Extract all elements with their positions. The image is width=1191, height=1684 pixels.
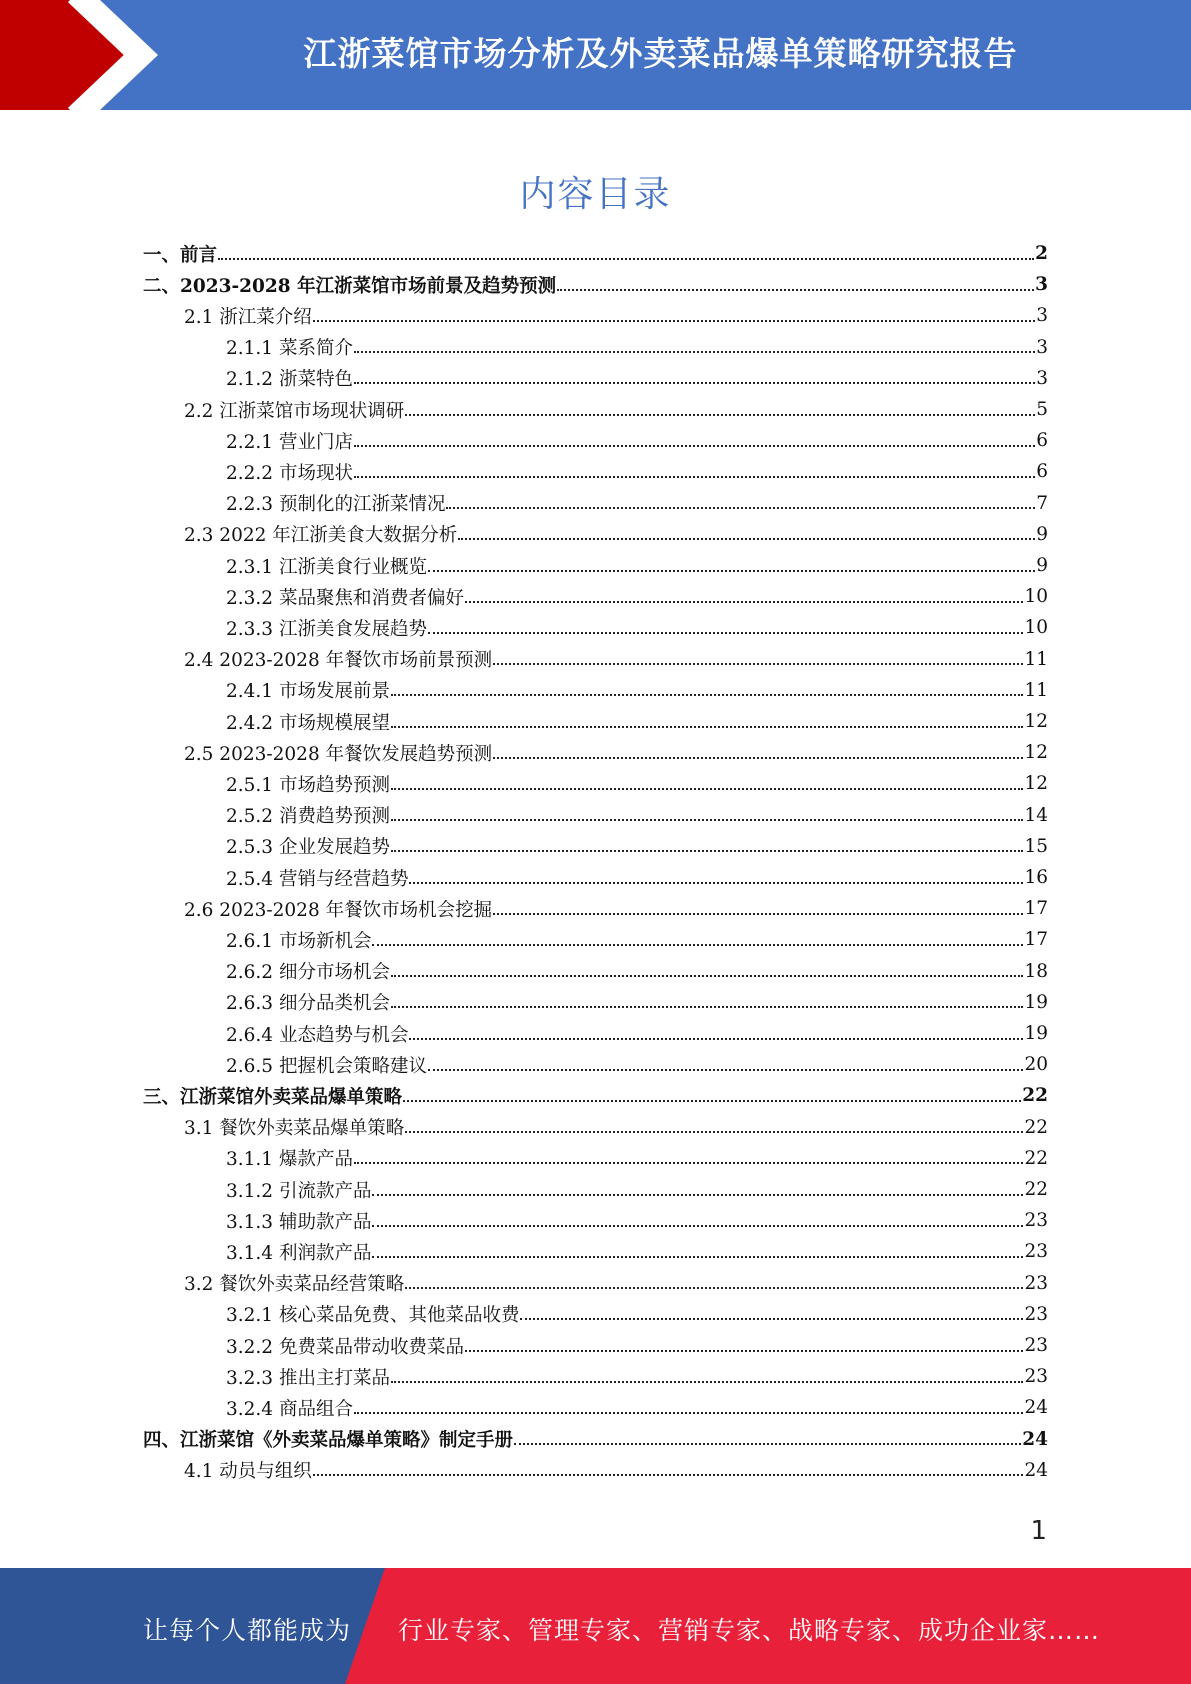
toc-leader-dots [493,913,1023,915]
toc-entry-label: 2.5.3 企业发展趋势 [226,837,390,859]
toc-leader-dots [354,445,1035,447]
toc-entry[interactable] [226,675,1048,706]
toc-entry-label: 2.1.1 菜系简介 [226,338,353,360]
toc-leader-dots [391,819,1023,821]
toc-entry-page: 24 [1024,1397,1048,1419]
toc-entry-page: 14 [1024,804,1048,826]
toc-entry[interactable] [226,1330,1048,1361]
toc-entry-label: 2.4 2023-2028 年餐饮市场前景预测 [184,650,493,672]
toc-entry-label: 2.6.2 细分市场机会 [226,962,390,984]
toc-entry[interactable] [226,706,1048,737]
toc-entry[interactable] [184,300,1048,331]
toc-entry-label: 2.2.2 市场现状 [226,462,353,484]
toc-entry-label: 3.1 餐饮外卖菜品爆单策略 [184,1118,405,1140]
toc-leader-dots [354,382,1035,384]
toc-leader-dots [391,1381,1023,1383]
toc-entry-label: 3.1.4 利润款产品 [226,1242,372,1264]
toc-leader-dots [409,1038,1023,1040]
toc-entry-page: 22 [1024,1116,1048,1138]
toc-entry-label: 2.1.2 浙菜特色 [226,369,353,391]
toc-entry-page: 3 [1036,336,1048,358]
toc-leader-dots [403,1100,1021,1102]
toc-entry-page: 10 [1024,586,1048,608]
toc-entry[interactable] [226,831,1048,862]
toc-leader-dots [465,601,1023,603]
toc-entry[interactable] [226,862,1048,893]
toc-entry-page: 12 [1024,773,1048,795]
toc-entry-label: 2.5 2023-2028 年餐饮发展趋势预测 [184,743,493,765]
toc-entry-page: 10 [1024,617,1048,639]
toc-leader-dots [372,1225,1023,1227]
toc-leader-dots [428,1069,1023,1071]
toc-leader-dots [405,1131,1023,1133]
toc-entry[interactable] [226,425,1048,456]
toc-entry-label: 2.5.2 消费趋势预测 [226,806,390,828]
toc-leader-dots [372,1256,1023,1258]
toc-leader-dots [391,1006,1023,1008]
toc-leader-dots [458,538,1035,540]
toc-entry-label: 四、江浙菜馆《外卖菜品爆单策略》制定手册 [143,1430,514,1452]
toc-entry[interactable] [143,1424,1048,1455]
toc-entry-label: 2.6.5 把握机会策略建议 [226,1055,427,1077]
toc-entry[interactable] [226,1392,1048,1423]
toc-entry[interactable] [226,550,1048,581]
toc-entry-page: 3 [1035,274,1048,296]
toc-entry-label: 一、前言 [143,244,218,266]
toc-entry[interactable] [184,1268,1048,1299]
toc-entry-label: 3.2.3 推出主打菜品 [226,1367,390,1389]
toc-entry[interactable] [184,737,1048,768]
toc-entry-page: 5 [1036,399,1048,420]
toc-entry-page: 23 [1024,1272,1048,1294]
toc-entry-page: 11 [1024,679,1048,701]
toc-leader-dots [372,944,1023,946]
toc-entry[interactable] [226,956,1048,987]
toc-entry[interactable] [184,644,1048,675]
toc-leader-dots [446,507,1035,509]
toc-entry[interactable] [143,269,1048,300]
toc-entry[interactable] [226,924,1048,955]
toc-leader-dots [493,757,1023,759]
toc-leader-dots [391,975,1023,977]
toc-leader-dots [493,663,1023,665]
toc-entry-page: 6 [1036,461,1048,483]
toc-entry[interactable] [226,768,1048,799]
toc-entry-label: 2.3.1 江浙美食行业概览 [226,556,427,578]
toc-entry-label: 二、2023-2028 年江浙菜馆市场前景及趋势预测 [143,275,557,297]
toc-leader-dots [405,414,1035,416]
toc-entry-page: 17 [1024,898,1048,920]
toc-entry-label: 2.3.3 江浙美食发展趋势 [226,618,427,640]
toc-entry-label: 2.3 2022 年江浙美食大数据分析 [184,525,458,547]
toc-entry[interactable] [143,238,1048,269]
report-title: 江浙菜馆市场分析及外卖菜品爆单策略研究报告 [303,34,1018,73]
toc-leader-dots [354,351,1035,353]
toc-entry[interactable] [226,1143,1048,1174]
toc-entry-label: 3.2.2 免费菜品带动收费菜品 [226,1336,464,1358]
toc-leader-dots [354,1162,1024,1164]
toc-entry[interactable] [226,1174,1048,1205]
toc-entry[interactable] [226,581,1048,612]
toc-leader-dots [520,1318,1023,1320]
toc-leader-dots [372,1194,1023,1196]
toc-entry-label: 3.1.3 辅助款产品 [226,1211,372,1233]
toc-entry-label: 2.2.3 预制化的江浙菜情况 [226,494,446,516]
toc-entry[interactable] [184,1112,1048,1143]
toc-leader-dots [405,1287,1023,1289]
toc-entry-label: 2.2.1 营业门店 [226,431,353,453]
toc-entry-label: 2.4.1 市场发展前景 [226,681,390,703]
header-banner [0,0,1191,110]
toc-entry-page: 20 [1024,1054,1048,1076]
toc-entry[interactable] [226,612,1048,643]
toc-leader-dots [391,788,1023,790]
toc-entry-page: 12 [1024,711,1048,732]
toc-entry-label: 2.3.2 菜品聚焦和消费者偏好 [226,587,464,609]
toc-entry-page: 15 [1024,835,1048,857]
toc-entry-label: 4.1 动员与组织 [184,1461,312,1483]
toc-entry-label: 三、江浙菜馆外卖菜品爆单策略 [143,1086,403,1108]
toc-entry-page: 24 [1024,1459,1048,1481]
toc-entry[interactable] [184,893,1048,924]
toc-entry-page: 19 [1024,1023,1048,1044]
toc-entry-label: 2.1 浙江菜介绍 [184,306,312,328]
toc-entry-label: 2.5.4 营销与经营趋势 [226,868,409,890]
toc-entry-page: 23 [1024,1366,1048,1388]
toc-entry-page: 2 [1035,243,1048,264]
toc-entry-page: 11 [1024,648,1048,670]
toc-entry[interactable] [184,519,1048,550]
toc-entry-page: 12 [1024,742,1048,764]
toc-entry-page: 22 [1024,1147,1048,1169]
toc-leader-dots [391,850,1023,852]
toc-entry[interactable] [226,1361,1048,1392]
toc-entry-label: 2.6 2023-2028 年餐饮市场机会挖掘 [184,899,493,921]
toc-entry[interactable] [226,1018,1048,1049]
toc-entry-page: 9 [1036,555,1048,576]
footer-slogan-left: 让每个人都能成为 [143,1616,352,1645]
toc-entry-label: 2.6.3 细分品类机会 [226,993,390,1015]
toc-entry-label: 3.1.1 爆款产品 [226,1149,353,1171]
toc-leader-dots [391,694,1023,696]
toc-entry-label: 2.4.2 市场规模展望 [226,712,390,734]
toc-entry[interactable] [226,1049,1048,1080]
toc-entry[interactable] [184,394,1048,425]
toc-entry-page: 23 [1024,1335,1048,1356]
toc-entry-page: 19 [1024,991,1048,1013]
toc-entry-label: 3.2.4 商品组合 [226,1398,353,1420]
toc-entry-label: 2.2 江浙菜馆市场现状调研 [184,400,405,422]
toc-entry-page: 16 [1024,867,1048,888]
toc-entry-page: 23 [1024,1303,1048,1325]
toc-entry-page: 17 [1024,929,1048,951]
toc-entry[interactable] [226,456,1048,487]
toc-entry-page: 23 [1024,1241,1048,1263]
toc-entry[interactable] [226,800,1048,831]
toc-leader-dots [465,1350,1023,1352]
toc-leader-dots [354,476,1035,478]
toc-leader-dots [354,1412,1024,1414]
toc-entry-page: 3 [1036,367,1048,389]
toc-leader-dots [428,570,1035,572]
toc-entry-label: 3.2 餐饮外卖菜品经营策略 [184,1274,405,1296]
toc-entry[interactable] [226,987,1048,1018]
toc-leader-dots [409,882,1023,884]
toc-leader-dots [313,320,1035,322]
toc-entry-label: 2.5.1 市场趋势预测 [226,774,390,796]
toc-entry[interactable] [184,1455,1048,1486]
toc-entry[interactable] [143,1080,1048,1111]
toc-entry-page: 7 [1036,492,1048,514]
toc-entry[interactable] [226,488,1048,519]
toc-entry[interactable] [226,1205,1048,1236]
toc-heading: 内容目录 [519,174,672,215]
toc-entry-page: 6 [1036,430,1048,452]
toc-entry-page: 24 [1022,1428,1048,1450]
toc-entry[interactable] [226,1299,1048,1330]
toc-entry[interactable] [226,332,1048,363]
toc-entry-label: 2.6.1 市场新机会 [226,930,372,952]
toc-entry-label: 2.6.4 业态趋势与机会 [226,1024,409,1046]
toc-entry-label: 3.2.1 核心菜品免费、其他菜品收费 [226,1305,520,1327]
toc-leader-dots [391,726,1023,728]
footer-slogan-right: 行业专家、管理专家、营销专家、战略专家、成功企业家…… [398,1616,1101,1645]
toc-leader-dots [428,632,1023,634]
toc-entry-page: 22 [1024,1179,1048,1200]
footer-banner [0,1568,1191,1684]
toc-entry-page: 22 [1022,1085,1048,1107]
toc-leader-dots [218,258,1034,260]
toc-entry-page: 23 [1024,1210,1048,1232]
toc-entry[interactable] [226,363,1048,394]
toc-entry-page: 3 [1036,305,1048,327]
toc-entry-page: 9 [1036,523,1048,545]
toc-entry-page: 18 [1024,960,1048,982]
page-number: 1 [1030,1516,1047,1546]
toc-entry-label: 3.1.2 引流款产品 [226,1180,372,1202]
toc-leader-dots [557,289,1034,291]
toc-leader-dots [514,1443,1021,1445]
toc-entry[interactable] [226,1236,1048,1267]
toc-leader-dots [313,1474,1024,1476]
